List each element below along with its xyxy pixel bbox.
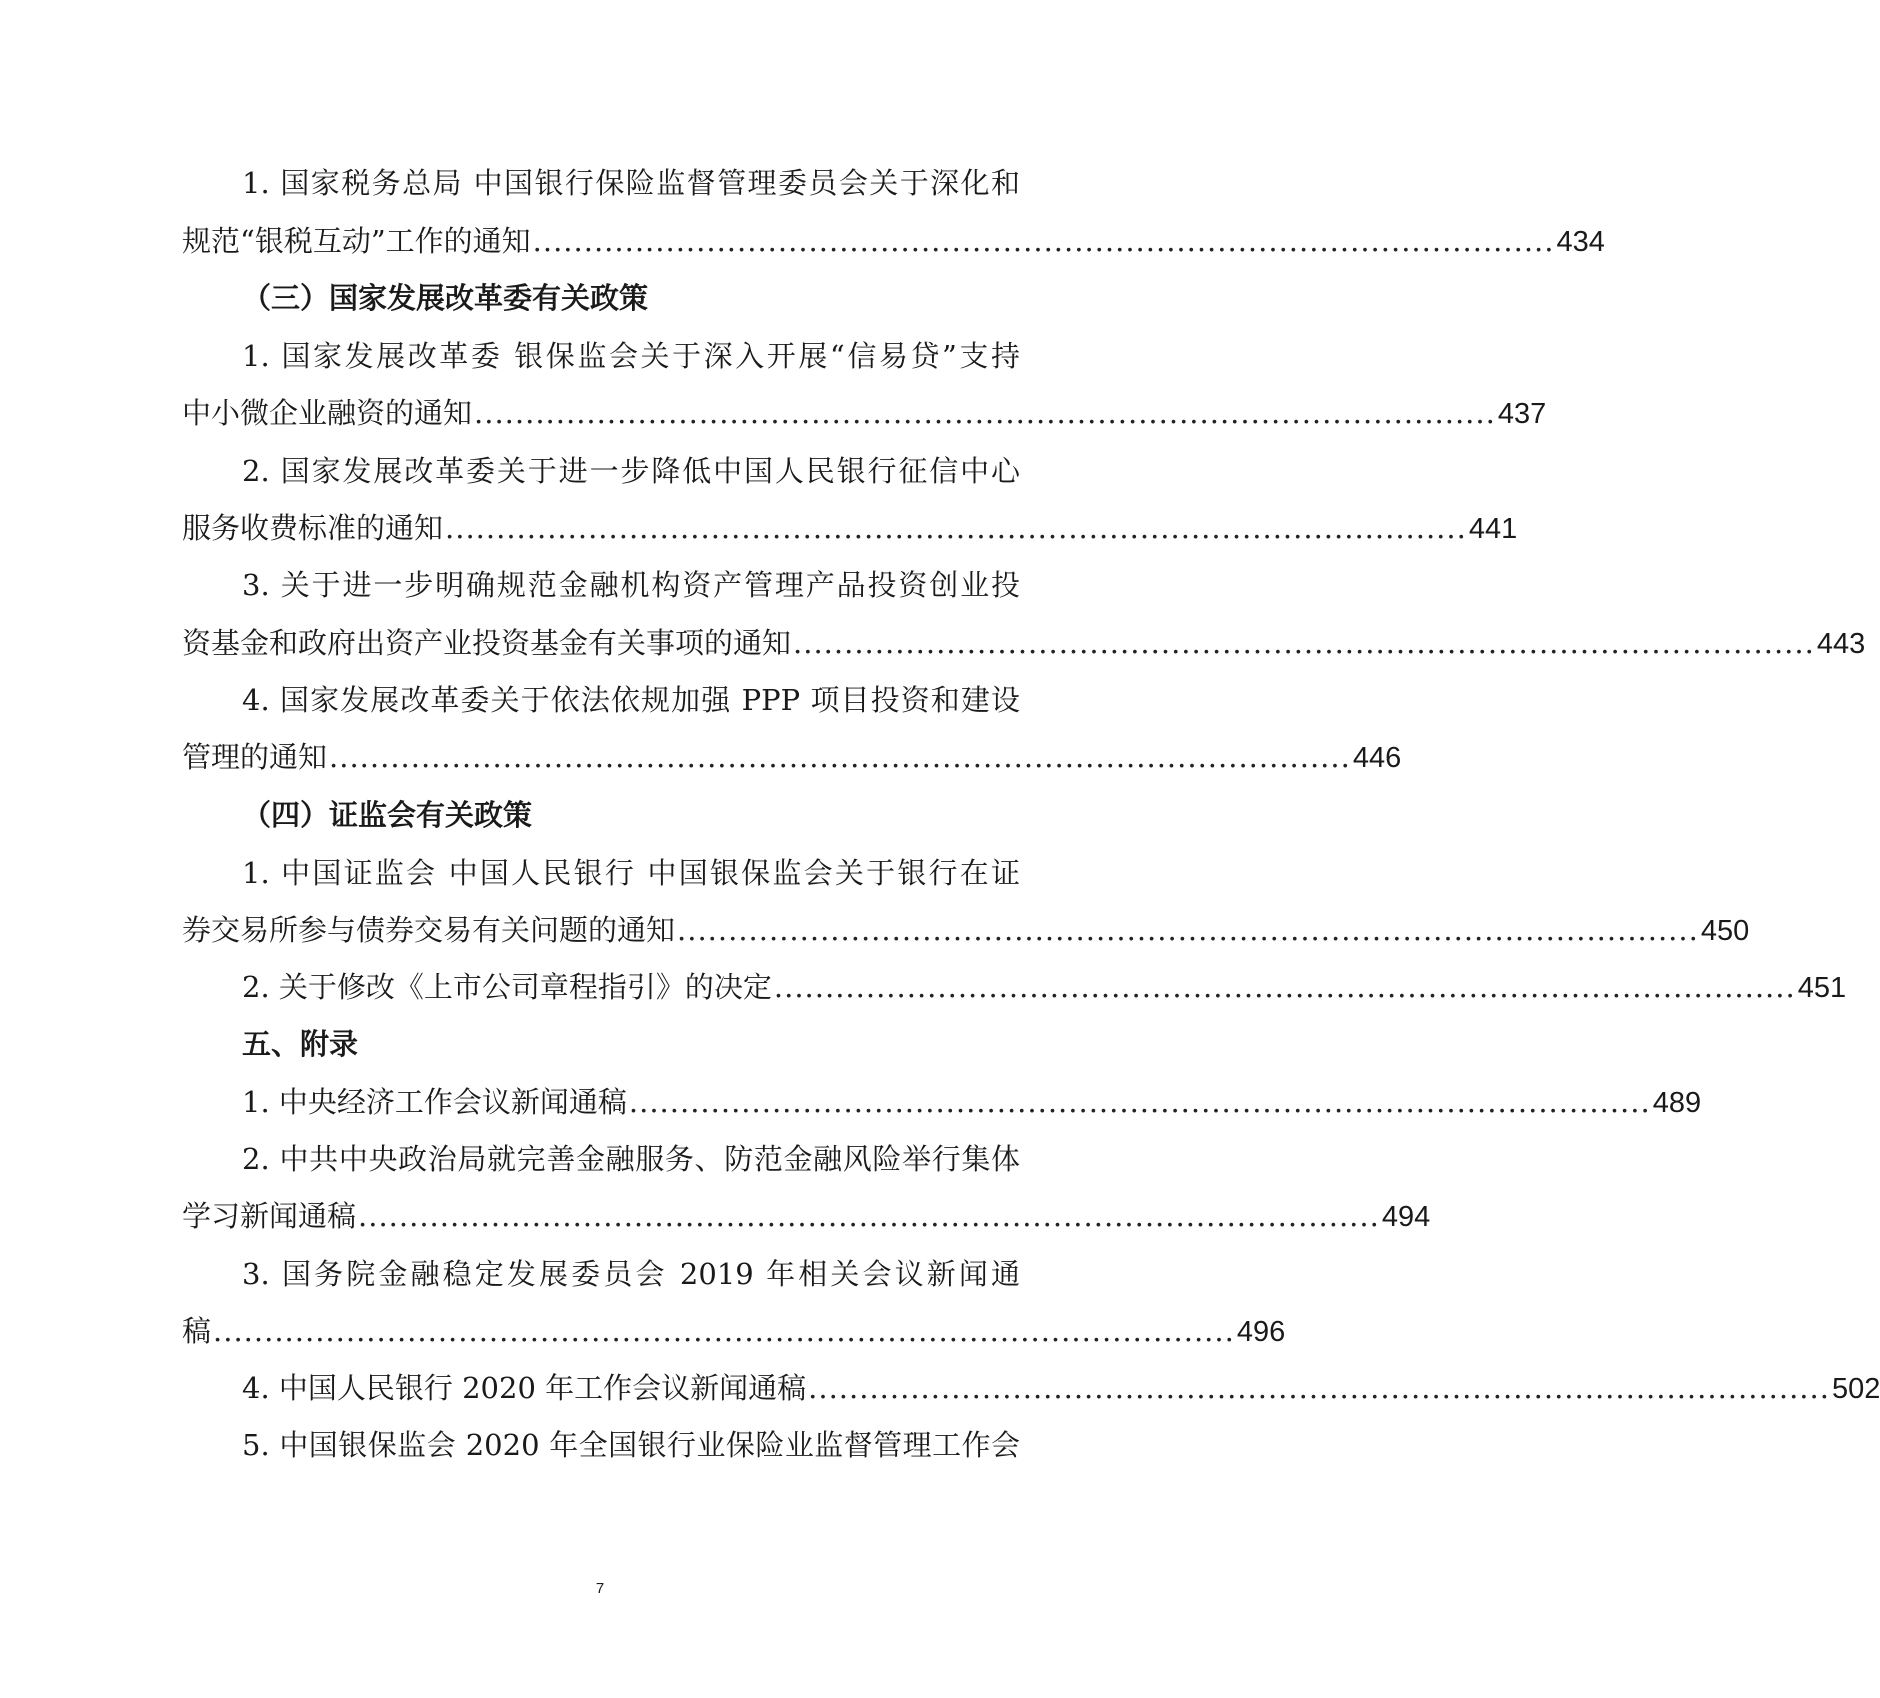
toc-entry-title: 学习新闻通稿 [182, 1199, 357, 1233]
toc-entry-line[interactable] [182, 505, 1518, 551]
toc-entry-line[interactable]: 3. 国务院金融稳定发展委员会 2019 年相关会议新闻通 [242, 1257, 1020, 1291]
leader-dots: .................................................................................................... [213, 1314, 1235, 1348]
toc-entry-title: 规范“银税互动”工作的通知 [182, 224, 531, 258]
toc-entry-title: 管理的通知 [182, 740, 328, 774]
toc-entry-line[interactable]: 1. 国家发展改革委 银保监会关于深入开展“信易贷”支持 [242, 339, 1020, 373]
toc-entry-line[interactable] [242, 964, 1847, 1010]
toc-entry-title: 服务收费标准的通知 [182, 511, 444, 545]
toc-entry-line[interactable] [242, 1079, 1702, 1125]
toc-page-number: 489 [1652, 1087, 1702, 1119]
leader-dots: .................................................................................................... [474, 396, 1496, 430]
leader-dots: .................................................................................................... [773, 970, 1796, 1004]
leader-dots: .................................................................................................... [628, 1085, 1651, 1119]
toc-entry-title: 2. 关于修改《上市公司章程指引》的决定 [242, 970, 772, 1004]
leader-dots: .................................................................................................... [677, 913, 1699, 947]
toc-entry-line[interactable] [182, 620, 1866, 666]
toc-page-number: 437 [1497, 398, 1547, 430]
leader-dots: .................................................................................................... [358, 1199, 1380, 1233]
toc-entry-line[interactable]: 1. 中国证监会 中国人民银行 中国银保监会关于银行在证 [242, 856, 1020, 890]
toc-entry-line[interactable]: 1. 国家税务总局 中国银行保险监督管理委员会关于深化和 [242, 166, 1020, 200]
section-heading: （三）国家发展改革委有关政策 [242, 281, 649, 315]
toc-entry-line[interactable] [182, 218, 1605, 264]
toc-page-number: 441 [1468, 513, 1518, 545]
toc-page-number: 502 [1831, 1373, 1880, 1405]
toc-page-number: 450 [1700, 915, 1750, 947]
toc-page-number: 446 [1352, 742, 1402, 774]
toc-entry-title: 4. 中国人民银行 2020 年工作会议新闻通稿 [242, 1371, 807, 1405]
toc-entry-title: 中小微企业融资的通知 [182, 396, 473, 430]
toc-entry-line[interactable]: 4. 国家发展改革委关于依法依规加强 PPP 项目投资和建设 [242, 683, 1020, 717]
toc-entry-line[interactable] [182, 907, 1750, 953]
toc-entry-line[interactable]: 3. 关于进一步明确规范金融机构资产管理产品投资创业投 [242, 568, 1020, 602]
toc-page-number: 494 [1381, 1201, 1431, 1233]
leader-dots: .................................................................................................... [808, 1371, 1830, 1405]
toc-entry-line[interactable] [182, 1308, 1286, 1354]
section-heading: 五、附录 [242, 1027, 359, 1061]
toc-page-number: 451 [1797, 972, 1847, 1004]
page-number: 7 [595, 1580, 605, 1597]
leader-dots: .................................................................................................... [793, 626, 1815, 660]
toc-entry-title: 券交易所参与债券交易有关问题的通知 [182, 913, 676, 947]
toc-page-number: 434 [1556, 226, 1605, 258]
leader-dots: .................................................................................................... [445, 511, 1467, 545]
toc-page-number: 496 [1236, 1316, 1286, 1348]
toc-entry-line[interactable] [182, 390, 1547, 436]
toc-entry-line[interactable] [182, 1193, 1431, 1239]
toc-entry-title: 1. 中央经济工作会议新闻通稿 [242, 1085, 627, 1119]
toc-entry-line[interactable] [182, 734, 1402, 780]
toc-entry-line[interactable] [242, 1365, 1880, 1411]
toc-entry-line[interactable]: 2. 国家发展改革委关于进一步降低中国人民银行征信中心 [242, 454, 1020, 488]
toc-entry-title: 稿 [182, 1314, 212, 1348]
section-heading: （四）证监会有关政策 [242, 798, 533, 832]
toc-entry-title: 资基金和政府出资产业投资基金有关事项的通知 [182, 626, 792, 660]
toc-entry-line[interactable]: 2. 中共中央政治局就完善金融服务、防范金融风险举行集体 [242, 1142, 1020, 1176]
leader-dots: .................................................................................................... [532, 224, 1555, 258]
leader-dots: .................................................................................................... [329, 740, 1351, 774]
toc-entry-line[interactable]: 5. 中国银保监会 2020 年全国银行业保险业监督管理工作会 [242, 1428, 1020, 1462]
toc-page-number: 443 [1816, 628, 1866, 660]
